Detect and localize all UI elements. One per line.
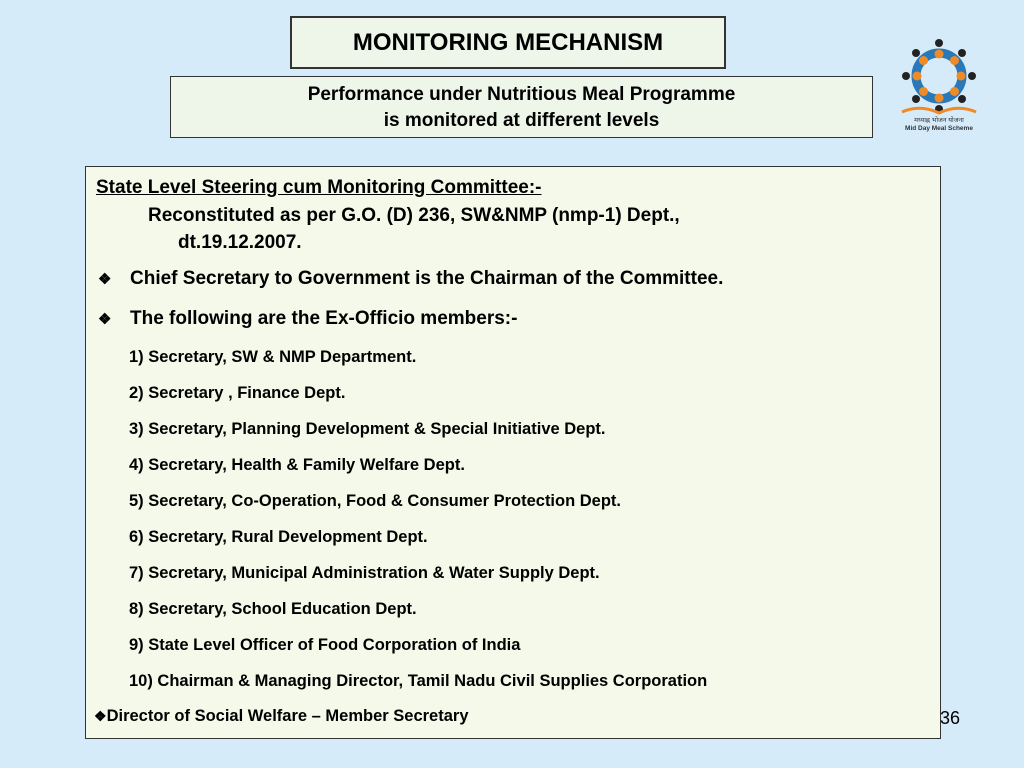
member-item: 10) Chairman & Managing Director, Tamil Nadu Civil Supplies Corporation bbox=[129, 672, 708, 690]
bullet-text: Chief Secretary to Government is the Chairman of the Committee. bbox=[130, 268, 724, 289]
member-item: 2) Secretary , Finance Dept. bbox=[129, 384, 346, 402]
committee-heading: State Level Steering cum Monitoring Committee:- bbox=[96, 177, 542, 198]
diamond-bullet-icon: ❖ bbox=[98, 311, 112, 328]
bullet-members bbox=[98, 308, 517, 330]
bullet-chairman bbox=[98, 268, 723, 290]
member-item: 9) State Level Officer of Food Corporation of India bbox=[129, 636, 521, 654]
mid-day-meal-logo bbox=[884, 38, 994, 133]
bullet-text: Director of Social Welfare – Member Secretary bbox=[106, 707, 469, 725]
bullet-text: The following are the Ex-Officio members:- bbox=[130, 308, 518, 329]
bullet-member-secretary bbox=[94, 707, 469, 726]
member-item: 3) Secretary, Planning Development & Special Initiative Dept. bbox=[129, 420, 606, 438]
subtitle-box bbox=[170, 76, 873, 138]
logo-english-text: Mid Day Meal Scheme bbox=[905, 125, 973, 132]
member-item: 8) Secretary, School Education Dept. bbox=[129, 600, 417, 618]
go-reference-line-1: Reconstituted as per G.O. (D) 236, SW&NMP (nmp-1) Dept., bbox=[148, 205, 680, 226]
member-item: 1) Secretary, SW & NMP Department. bbox=[129, 348, 417, 366]
content-box bbox=[85, 166, 941, 739]
slide-title: MONITORING MECHANISM bbox=[290, 16, 726, 69]
diamond-bullet-icon: ❖ bbox=[94, 708, 107, 724]
subtitle-line-2: is monitored at different levels bbox=[383, 110, 660, 131]
member-item: 6) Secretary, Rural Development Dept. bbox=[129, 528, 428, 546]
member-item: 5) Secretary, Co-Operation, Food & Consumer Protection Dept. bbox=[129, 492, 622, 510]
member-item: 7) Secretary, Municipal Administration & Water Supply Dept. bbox=[129, 564, 600, 582]
page-number: 36 bbox=[940, 708, 961, 728]
logo-hindi-text: मध्याह्न भोजन योजना bbox=[914, 117, 964, 124]
diamond-bullet-icon: ❖ bbox=[98, 271, 112, 288]
go-reference-line-2: dt.19.12.2007. bbox=[178, 232, 302, 253]
member-item: 4) Secretary, Health & Family Welfare Dept. bbox=[129, 456, 465, 474]
subtitle-line-1: Performance under Nutritious Meal Programme bbox=[307, 84, 736, 105]
